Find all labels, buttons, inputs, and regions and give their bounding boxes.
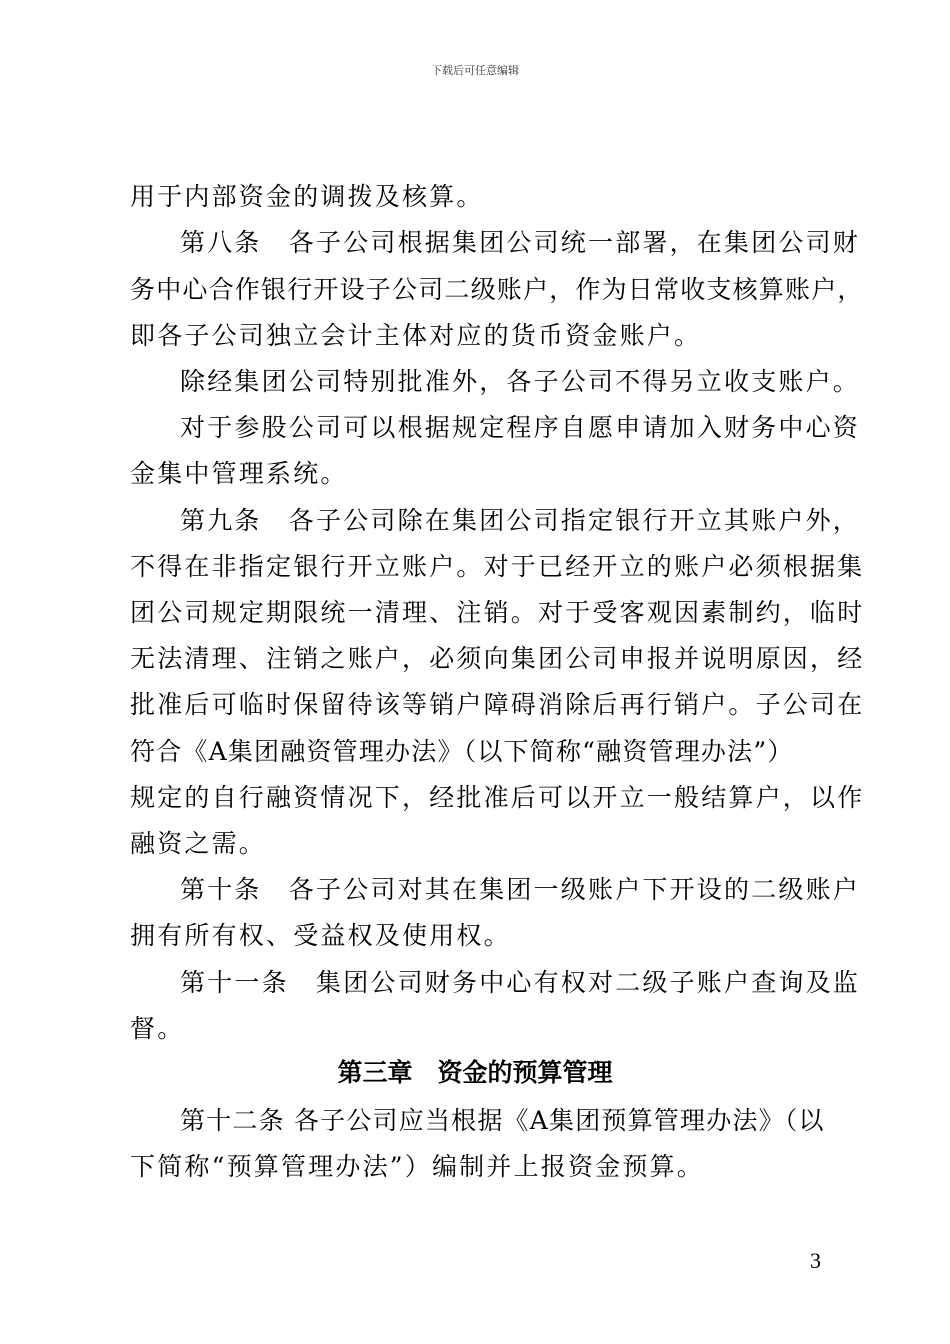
article-10-line: 第十条 各子公司对其在集团一级账户下开设的二级账户 — [180, 875, 861, 904]
body-line: 下简称“预算管理办法”）编制并上报资金预算。 — [130, 1152, 704, 1181]
body-line: 务中心合作银行开设子公司二级账户，作为日常收支核算账户， — [130, 275, 864, 304]
body-line: 除经集团公司特别批准外，各子公司不得另立收支账户。 — [180, 367, 861, 396]
body-line: 批准后可临时保留待该等销户障碍消除后再行销户。子公司在 — [130, 690, 865, 719]
body-line: 金集中管理系统。 — [130, 459, 348, 488]
body-line: 不得在非指定银行开立账户。对于已经开立的账户必须根据集 — [130, 552, 865, 581]
body-line: 拥有所有权、受益权及使用权。 — [130, 921, 511, 950]
body-line: 规定的自行融资情况下，经批准后可以开立一般结算户，以作 — [130, 783, 865, 812]
page-number: 3 — [810, 1248, 821, 1273]
body-line: 对于参股公司可以根据规定程序自愿申请加入财务中心资 — [180, 413, 861, 442]
body-line: 无法清理、注销之账户，必须向集团公司申报并说明原因，经 — [130, 644, 865, 673]
page-header: 下载后可任意编辑 — [431, 64, 519, 77]
body-line: 即各子公司独立会计主体对应的货币资金账户。 — [130, 321, 702, 350]
article-9-line: 第九条 各子公司除在集团公司指定银行开立其账户外， — [180, 506, 861, 535]
body-line: 符合《A集团融资管理办法》（以下简称“融资管理办法”） — [130, 737, 794, 766]
body-line: 用于内部资金的调拨及核算。 — [130, 182, 484, 211]
body-line: 融资之需。 — [130, 829, 267, 858]
article-12-line: 第十二条 各子公司应当根据《A集团预算管理办法》（以 — [180, 1106, 825, 1135]
body-line: 督。 — [130, 1014, 185, 1043]
article-11-line: 第十一条 集团公司财务中心有权对二级子账户查询及监 — [180, 968, 861, 997]
article-8-line: 第八条 各子公司根据集团公司统一部署，在集团公司财 — [180, 228, 861, 257]
body-line: 团公司规定期限统一清理、注销。对于受客观因素制约，临时 — [130, 598, 865, 627]
chapter-title: 第三章 资金的预算管理 — [337, 1058, 613, 1087]
